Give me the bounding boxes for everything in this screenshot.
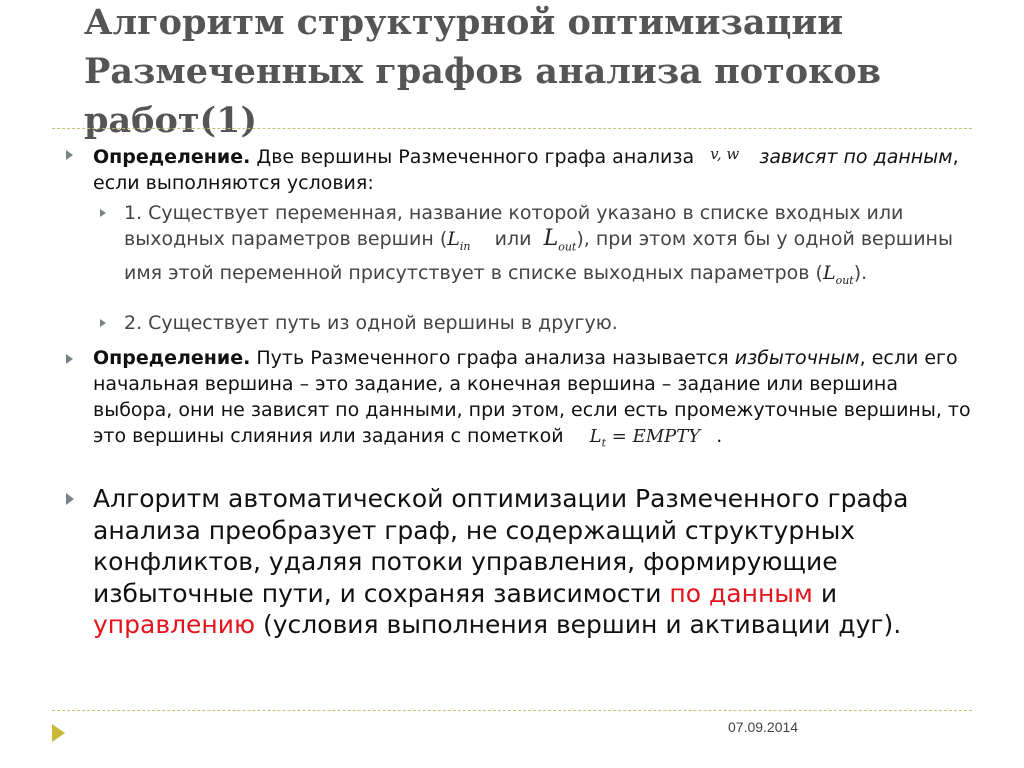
definition-1 (93, 141, 973, 196)
formula-l-out (544, 226, 577, 260)
definition-label: Определение. (93, 347, 251, 369)
formula-lt-sub: t (601, 436, 607, 450)
formula-l-in-main: L (447, 228, 460, 250)
sub-bullet-icon (100, 319, 106, 327)
definition-1-text-a: Две вершины Размеченного графа анализа (250, 146, 701, 168)
definition-2 (93, 345, 973, 457)
formula-l-out-2-sub: out (835, 274, 854, 288)
formula-lt-empty (590, 424, 700, 457)
highlight-data-dependency: по данным (669, 578, 813, 608)
definition-2-text-a: Путь Размеченного графа анализа называется (250, 347, 735, 369)
definition-1-italic: зависят по данным (759, 146, 953, 168)
footer-date: 07.09.2014 (728, 719, 799, 735)
formula-l-out-sub: out (558, 240, 577, 254)
algorithm-text-a: Алгоритм автоматической оптимизации Размеченного графа анализа преобразует граф, не содержащий структурных конфликтов, удаляя потоки управления, формирующие избыточные пути, и сохраняя зависимости (93, 484, 909, 608)
formula-l-out-2 (823, 260, 854, 294)
formula-l-out-main: L (543, 226, 559, 251)
algorithm-text-b: (условия выполнения вершин и активации дуг). (255, 610, 902, 639)
footer-triangle-icon (52, 724, 65, 742)
formula-l-in (447, 226, 470, 260)
highlight-control-dependency: управлению (93, 610, 256, 639)
condition-1-text-a: 1. Существует переменная, название которой указано в списке входных или выходных параметров вершин ( (124, 202, 904, 250)
formula-l-in-sub: in (459, 239, 471, 253)
formula-v-w: v, w (710, 145, 740, 163)
definition-label: Определение. (93, 146, 251, 168)
algorithm-summary (93, 483, 973, 641)
bullet-icon (66, 493, 74, 505)
condition-1-or: или (494, 228, 532, 250)
formula-lt-main: L (589, 426, 602, 447)
condition-1-text-c: ). (853, 262, 868, 285)
definition-2-italic: избыточным (734, 347, 860, 369)
slide-title: Алгоритм структурной оптимизации Размеченных графов анализа потоков работ(1) (84, 2, 882, 141)
definition-1-text-c: , если выполняются условия: (93, 146, 959, 194)
definition-2-text-c: . (710, 425, 723, 447)
algorithm-text-and: и (812, 578, 838, 608)
footer-divider (52, 710, 972, 711)
condition-2: 2. Существует путь из одной вершины в другую. (124, 312, 618, 334)
condition-1 (124, 200, 964, 294)
sub-bullet-icon (100, 209, 106, 217)
bullet-icon (66, 354, 73, 364)
bullet-icon (66, 150, 73, 160)
definition-2-text-b: , если его начальная вершина – это задание, а конечная вершина – задание или вершина выбора, они не зависят по данными, при этом, если есть промежуточные вершины, то это вершины слияния или задания с пометкой (93, 347, 971, 447)
formula-lt-rest: = EMPTY (606, 426, 701, 447)
formula-l-out-2-main: L (822, 262, 836, 285)
condition-1-text-b: ), при этом хотя бы у одной вершины имя этой переменной присутствует в списке выходных параметров ( (124, 228, 953, 285)
